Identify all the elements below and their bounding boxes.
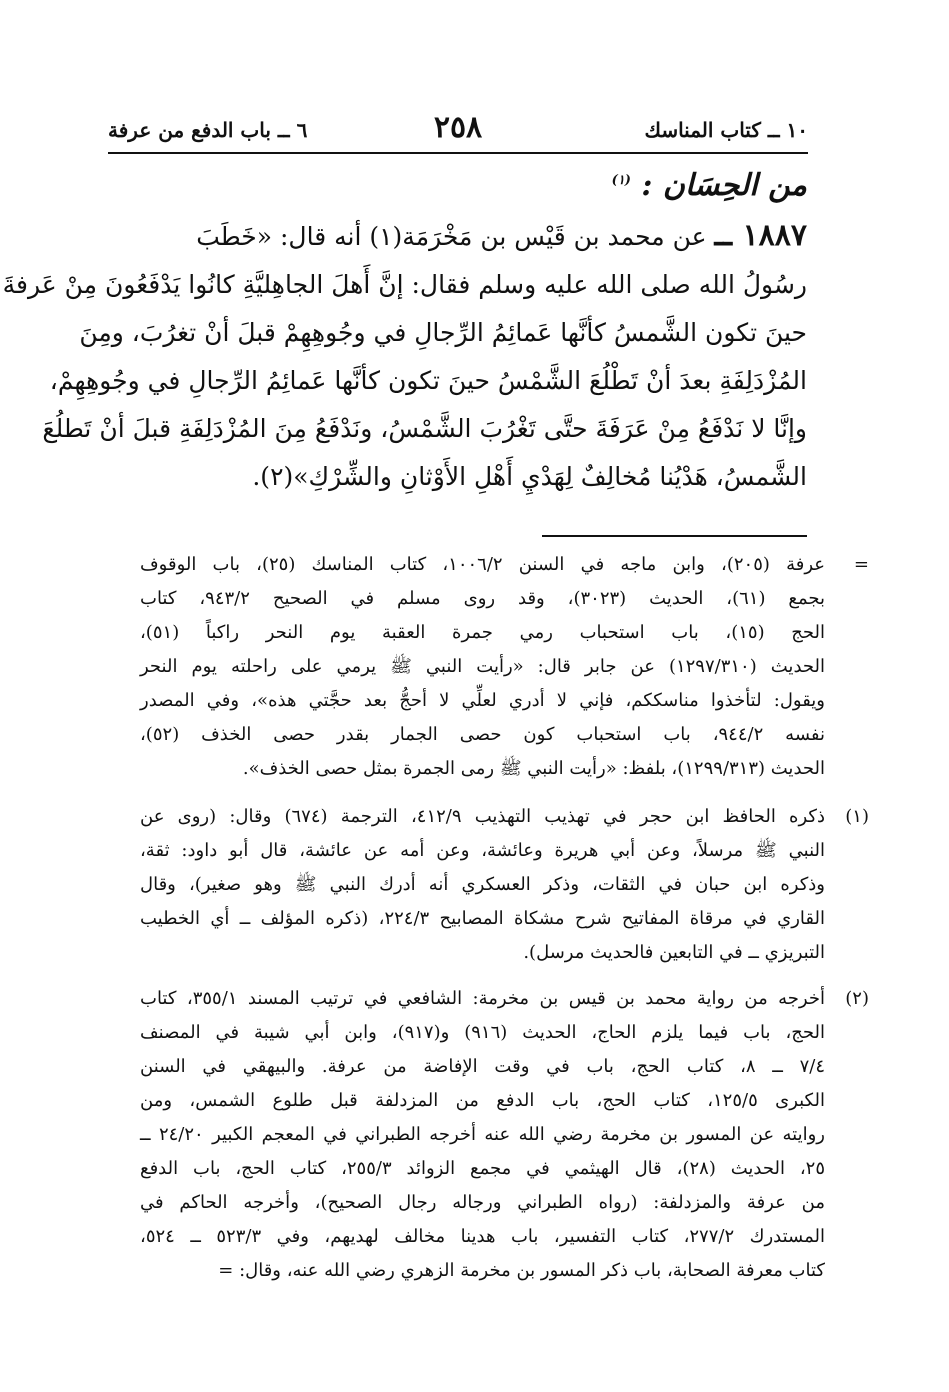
- footnote-line: ٧/٤ ــ ٨، كتاب الحج، باب في وقت الإفاضة من عرفة. والبيهقي في السنن: [140, 1056, 825, 1077]
- footnote-line: الحديث (١٢٩٩/٣١٣)، بلفظ: «رأيت النبي ﷺ رمى الجمرة بمثل حصى الخذف».: [242, 758, 825, 779]
- footnote-line: نفسه ٩٤٤/٢، باب استحباب كون حصى الجمار بقدر حصى الخذف (٥٢)،: [140, 724, 825, 745]
- footnote-line: كتاب معرفة الصحابة، باب ذكر المسور بن مخرمة الزهري رضي الله عنه، وقال: =: [218, 1260, 825, 1281]
- footnote-marker: (٢): [845, 988, 869, 1009]
- footnote-continuation: [140, 548, 869, 786]
- footnote-line: الحديث (١٢٩٧/٣١٠) عن جابر قال: «رأيت النبي ﷺ يرمي على راحلته يوم النحر: [140, 656, 825, 677]
- footnote-rule: [542, 535, 807, 537]
- footnote-line: التبريزي ــ في التابعين فالحديث مرسل).: [523, 942, 825, 963]
- hadith-text: [2, 212, 807, 501]
- section-heading: [612, 168, 807, 203]
- section-title: ٦ ــ باب الدفع من عرفة: [108, 118, 308, 142]
- page-number: ٢٥٨: [433, 110, 483, 145]
- footnote-marker: (١): [845, 806, 869, 827]
- footnote-line: بجمع (٦١)، الحديث (٣٠٢٣)، وقد روى مسلم في الصحيح ٩٤٣/٢، كتاب: [140, 588, 826, 609]
- section-heading-text: من الحِسَان :: [641, 168, 807, 203]
- hadith-line-text: عن محمد بن قَيْس بن مَخْرَمَة(١) أنه قال: «خَطَبَ: [196, 222, 707, 251]
- hadith-line: حينَ تكون الشَّمسُ كأنَّها عَمائِمُ الرِّجالِ في وجُوهِهِمْ قبلَ أنْ تغرُبَ، ومِنَ: [79, 318, 807, 347]
- header-rule: [108, 152, 808, 154]
- footnote-marker: =: [853, 554, 869, 575]
- footnote-line: روايته عن المسور بن مخرمة رضي الله عنه أخرجه الطبراني في المعجم الكبير ٢٤/٢٠ ــ: [140, 1124, 825, 1145]
- hadith-line: المُزْدَلِفَةِ بعدَ أنْ تَطْلُعَ الشَّمْسُ حينَ تكون كأنَّها عَمائِمُ الرِّجالِ في وجُوهِهِمْ،: [49, 366, 807, 395]
- section-heading-footnote-marker: (١): [611, 173, 631, 188]
- hadith-line: الشَّمسُ، هَدْيُنا مُخالِفٌ لِهَدْيِ أَهْلِ الأَوْثانِ والشِّرْكِ»(٢).: [252, 462, 807, 491]
- chapter-title: ١٠ ــ كتاب المناسك: [644, 118, 808, 142]
- hadith-number: ١٨٨٧ ــ: [714, 218, 807, 253]
- running-header: [108, 110, 808, 150]
- footnote-line: وذكره ابن حبان في الثقات، وذكر العسكري أنه أدرك النبي ﷺ وهو صغير)، وقال: [140, 874, 825, 895]
- footnote-line: من عرفة والمزدلفة: (رواه الطبراني ورجاله رجال الصحيح)، وأخرجه الحاكم في: [140, 1192, 825, 1213]
- hadith-line: [142, 212, 807, 261]
- footnote-line: ويقول: لتأخذوا مناسككم، فإني لا أدري لعلِّي لا أحجُّ بعد حجَّتي هذه»، وفي المصدر: [140, 690, 825, 711]
- footnote-line: الحج (١٥)، باب استحباب رمي جمرة العقبة يوم النحر راكباً (٥١)،: [140, 622, 825, 643]
- footnote-line: المستدرك ٢٧٧/٢، كتاب التفسير، باب هدينا مخالف لهديهم، وفي ٥٢٣/٣ ــ ٥٢٤،: [140, 1226, 825, 1247]
- footnote-line: أخرجه من رواية محمد بن قيس بن مخرمة: الشافعي في ترتيب المسند ٣٥٥/١، كتاب: [140, 988, 825, 1009]
- footnote-line: ٢٥، الحديث (٢٨)، قال الهيثمي في مجمع الزوائد ٢٥٥/٣، كتاب الحج، باب الدفع: [140, 1158, 826, 1179]
- footnote-line: الكبرى ١٢٥/٥، كتاب الحج، باب الدفع من المزدلفة قبل طلوع الشمس، ومن: [140, 1090, 825, 1111]
- footnote-line: النبي ﷺ مرسلاً، وعن أبي هريرة وعائشة، وعن أمه عن عائشة، قال أبو داود: ثقة،: [140, 840, 825, 861]
- footnote-line: الحج، باب فيما يلزم الحاج، الحديث (٩١٦) و(٩١٧)، وابن أبي شيبة في المصنف: [140, 1022, 825, 1043]
- hadith-line: رسُولُ الله صلى الله عليه وسلم فقال: إنَّ أَهلَ الجاهِليَّةِ كانُوا يَدْفَعُونَ مِنْ عَرفةَ: [2, 270, 807, 299]
- footnote-line: ذكره الحافظ ابن حجر في تهذيب التهذيب ٤١٢/٩، الترجمة (٦٧٤) وقال: (روى عن: [140, 806, 825, 827]
- hadith-line: وإنَّا لا نَدْفَعُ مِنْ عَرَفَةَ حتَّى تَغْرُبَ الشَّمْسُ، ونَدْفَعُ مِنَ المُزْدَلِفَةِ قبلَ أنْ تَطلُعَ: [42, 414, 807, 443]
- footnote-line: عرفة (٢٠٥)، وابن ماجه في السنن ١٠٠٦/٢، كتاب المناسك (٢٥)، باب الوقوف: [140, 554, 825, 575]
- footnote-1: [140, 800, 869, 970]
- footnote-line: القاري في مرقاة المفاتيح شرح مشكاة المصابيح ٢٢٤/٣، (ذكره المؤلف ــ أي الخطيب: [140, 908, 825, 929]
- footnote-2: [140, 982, 869, 1288]
